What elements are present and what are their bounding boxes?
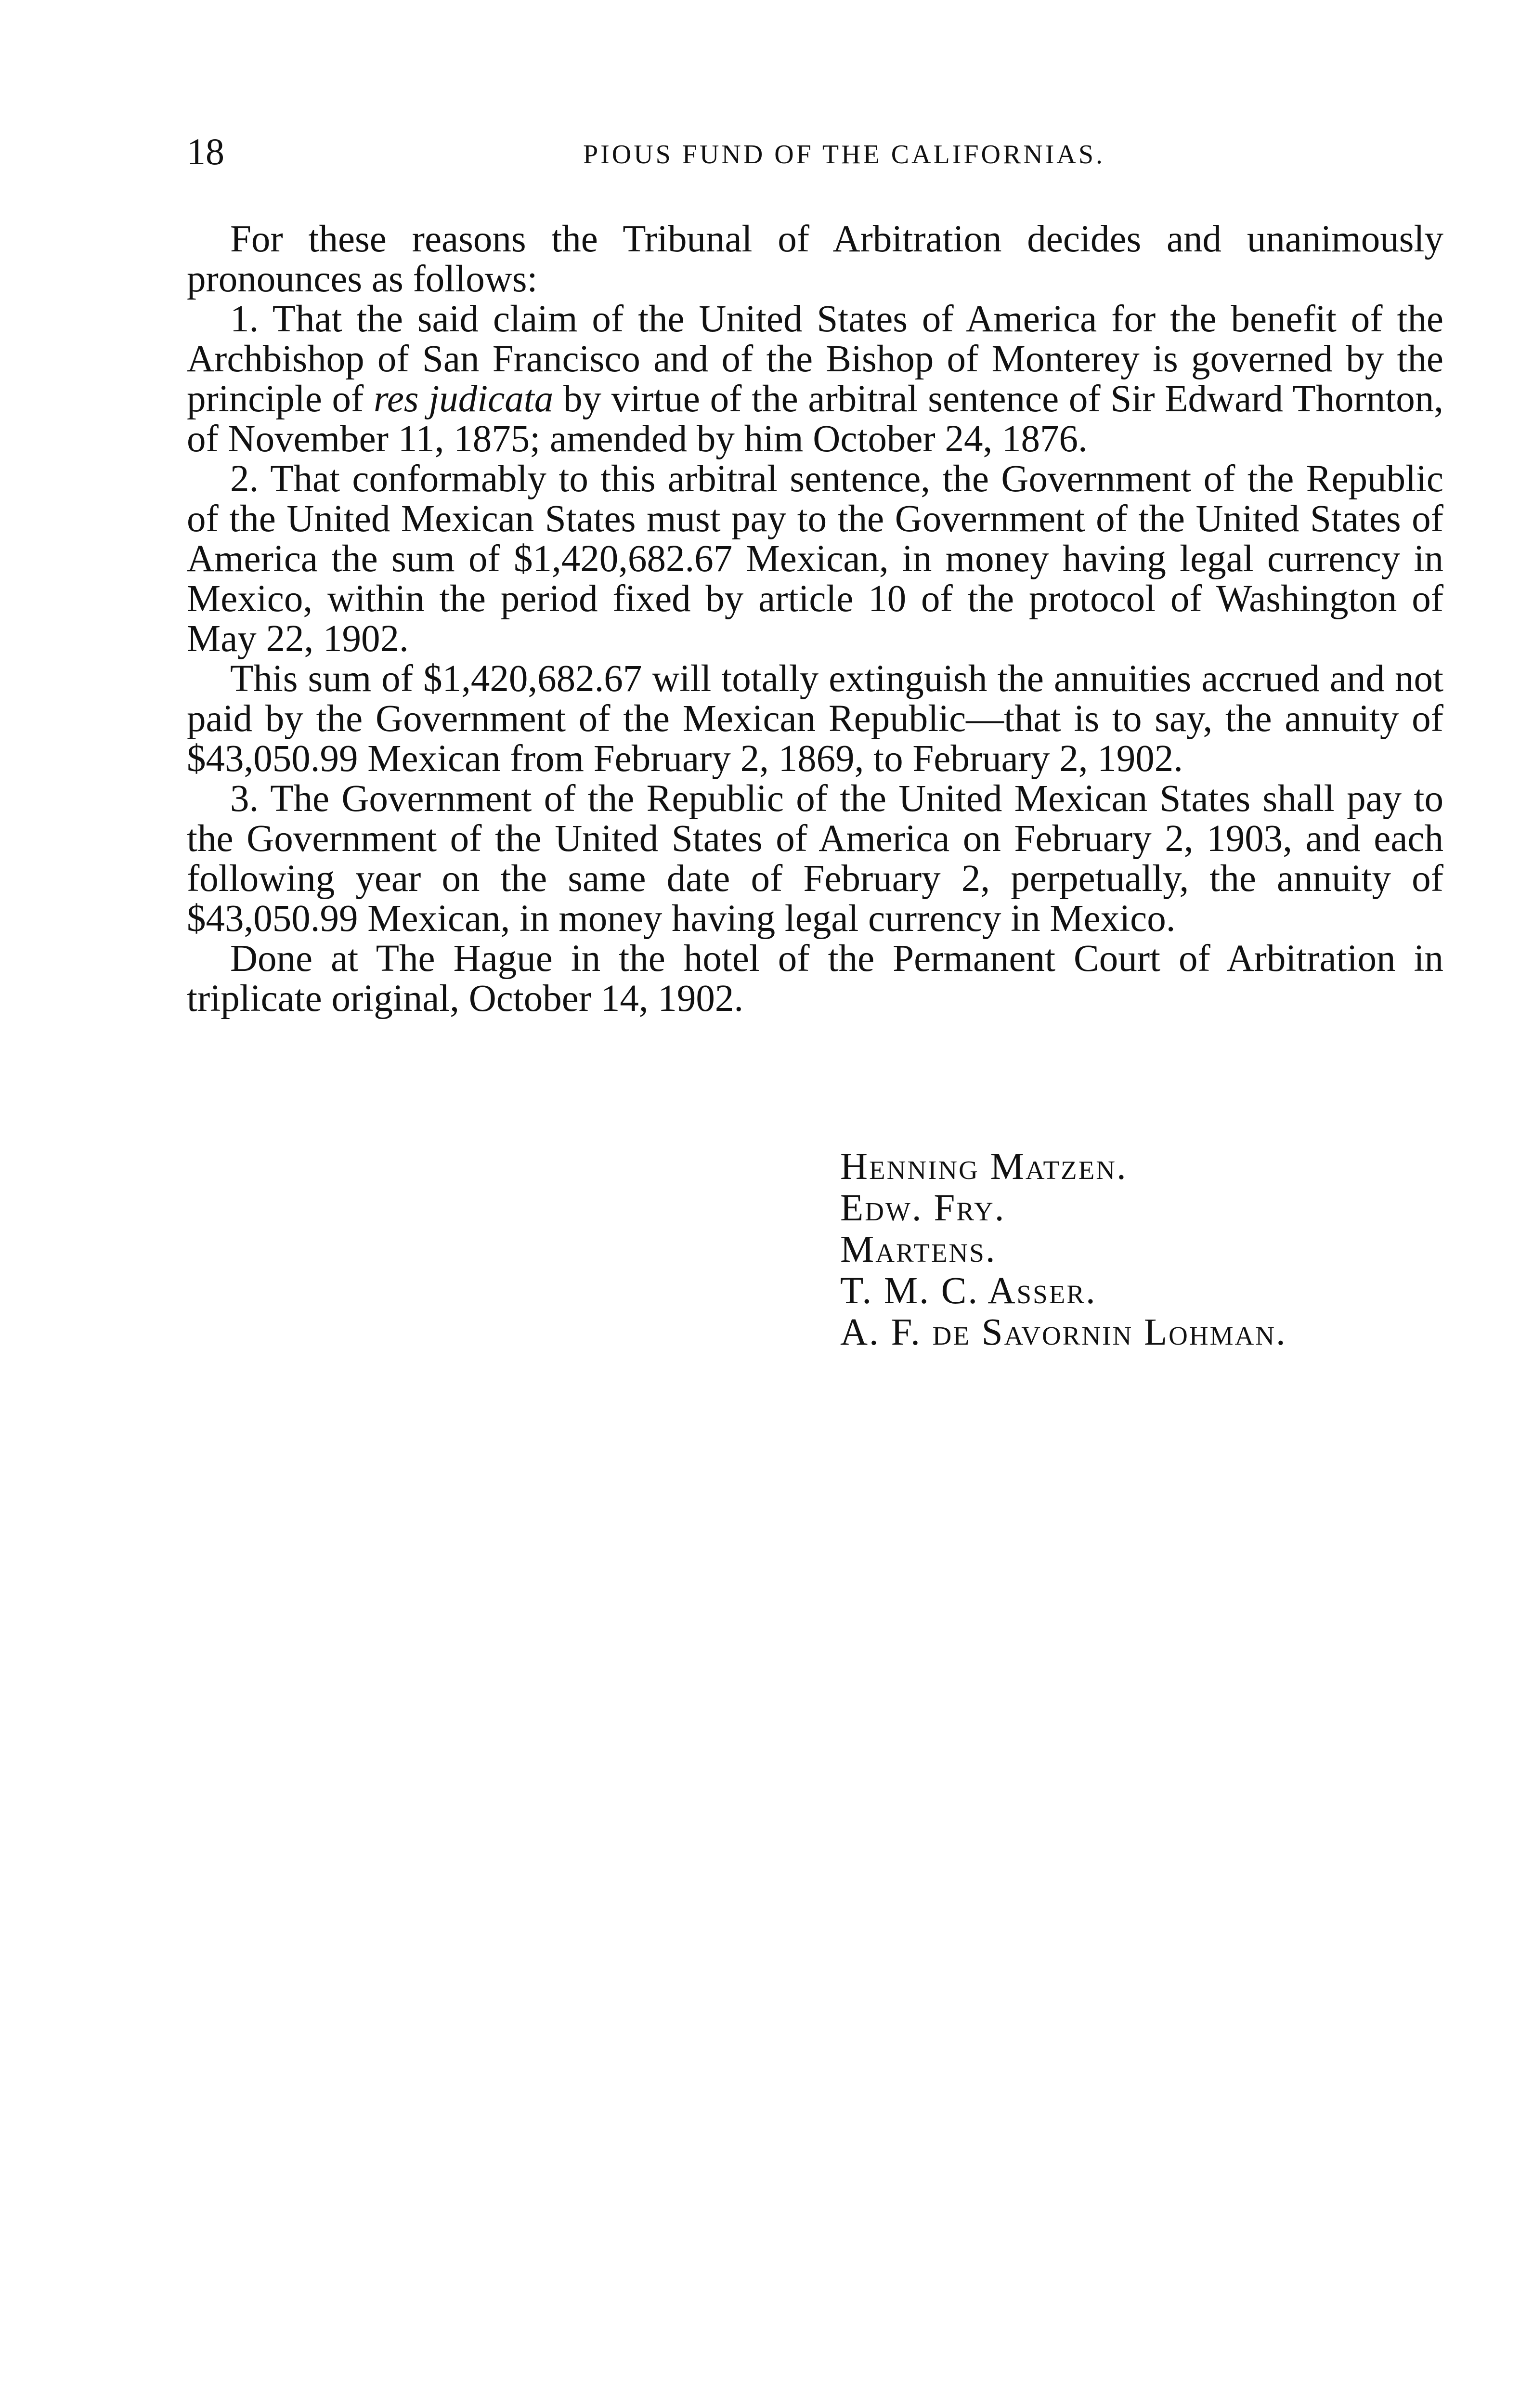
decision-1-text-start: 1. That the said claim of the United States of America for the benefit of the Archbishop of San Francisco and of the Bishop of Monterey is governed by the principle of (187, 298, 1443, 420)
signature-line: Henning Matzen. (840, 1146, 1128, 1188)
award-text (187, 219, 1443, 1019)
paragraph-decision-2: 2. That conformably to this arbitral sentence, the Government of the Republic of the United Mexican States must pay to the Government of the United States of America the sum of $1,420,682.67 Mexican, in money having legal currency in Mexico, within the period fixed by article 10 of the protocol of Washington of May 22, 1902. (187, 458, 1443, 660)
paragraph-closing: Done at The Hague in the hotel of the Permanent Court of Arbitration in triplicate original, October 14, 1902. (187, 938, 1443, 1020)
page-header (187, 130, 1443, 173)
signature-line: T. M. C. Asser. (840, 1270, 1097, 1312)
signature-line: Martens. (840, 1229, 997, 1270)
paragraph-decision-3: 3. The Government of the Republic of the United Mexican States shall pay to the Government of the United States of America on February 2, 1903, and each following year on the same date of February 2, perpetually, the annuity of $43,050.99 Mexican, in money having legal currency in Mexico. (187, 778, 1443, 940)
signature-line: Edw. Fry. (840, 1187, 1006, 1229)
paragraph-sum-note: This sum of $1,420,682.67 will totally extinguish the annuities accrued and not paid by the Government of the Mexican Republic—that is to say, the annuity of $43,050.99 Mexican from February 2, 1869, to February 2, 1902. (187, 658, 1443, 780)
res-judicata-term: res judicata (374, 378, 554, 420)
signature-line: A. F. de Savornin Lohman. (840, 1311, 1287, 1353)
page-number: 18 (187, 131, 224, 172)
running-head: PIOUS FUND OF THE CALIFORNIAS. (583, 140, 1105, 170)
signature-block (840, 1146, 1466, 1353)
paragraph-intro: For these reasons the Tribunal of Arbitration decides and unanimously pronounces as follows: (187, 218, 1443, 300)
paragraph-decision-1 (187, 299, 1443, 459)
decision-1-text-end: by virtue of the arbitral sentence of Sir Edward Thornton, of November 11, 1875; amended by him October 24, 1876. (187, 378, 1443, 460)
